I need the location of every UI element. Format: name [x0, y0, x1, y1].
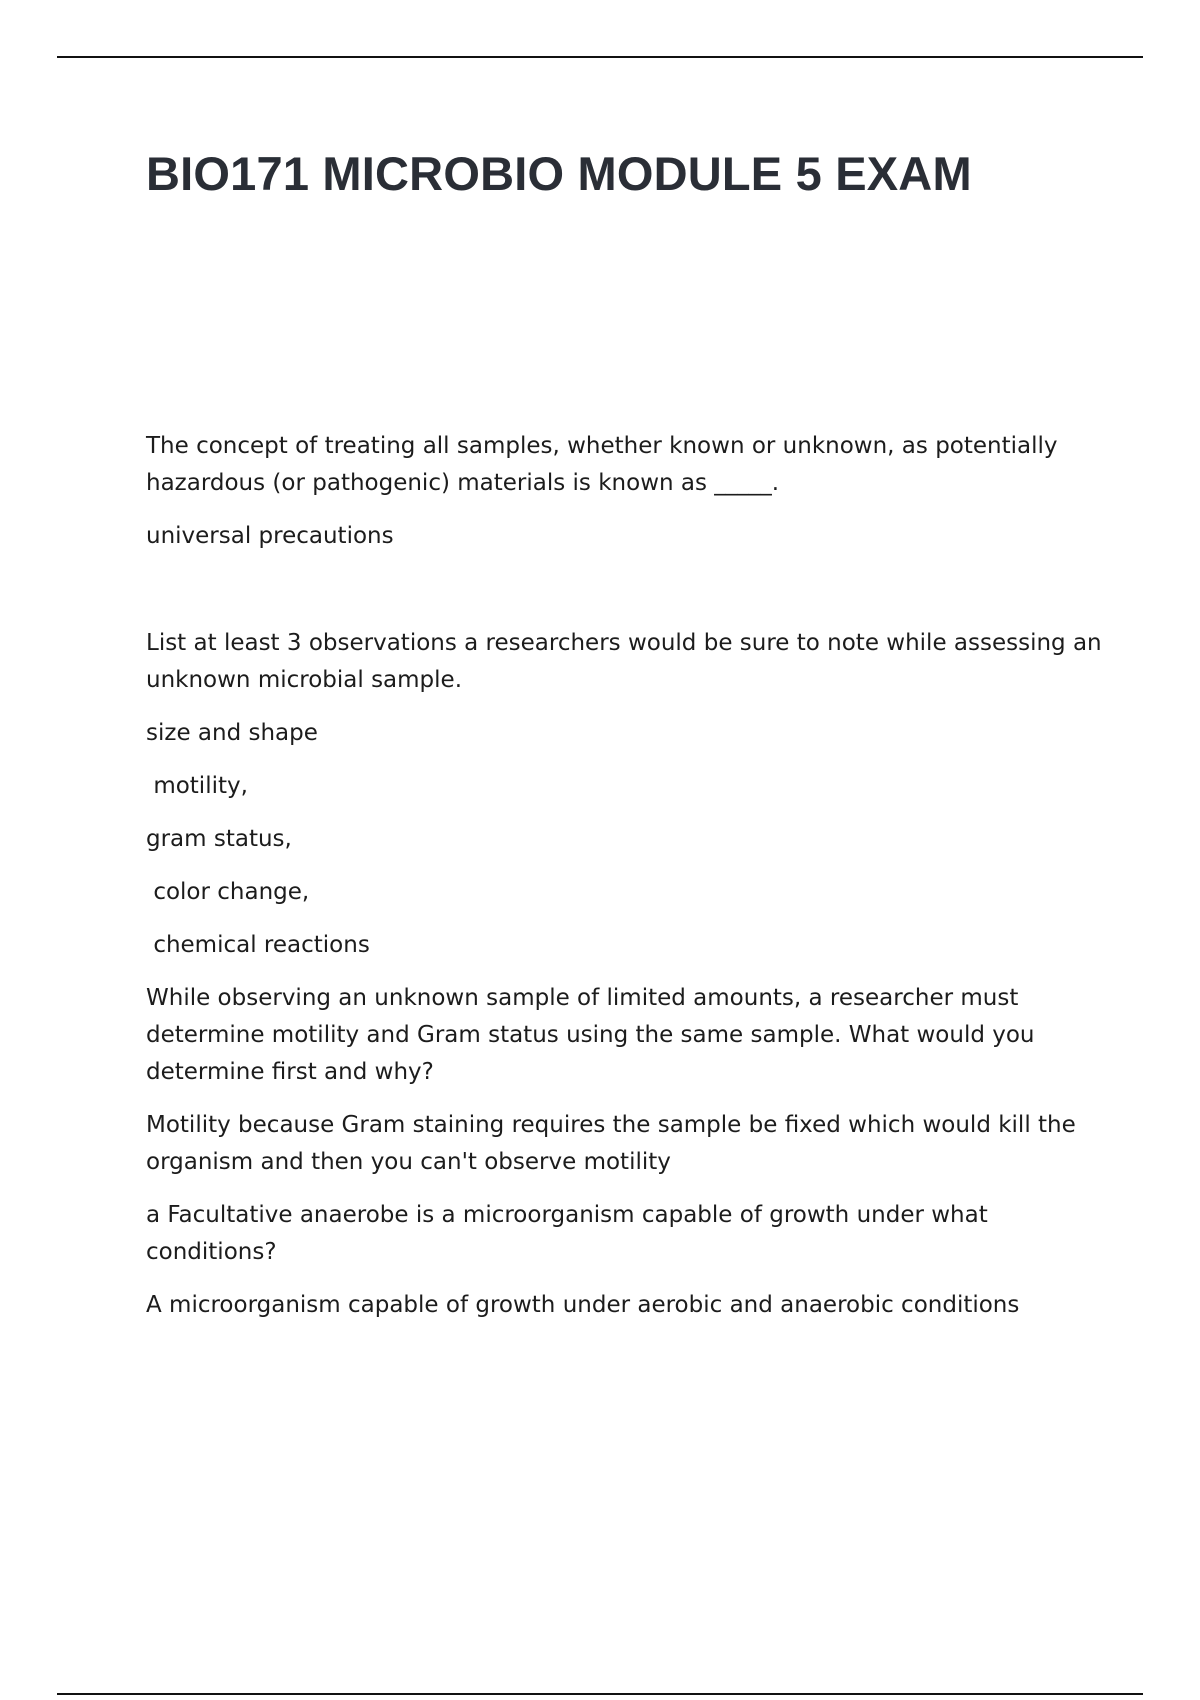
question-3: While observing an unknown sample of limited amounts, a researcher must determine motility and Gram status using the same sample. What would you determine first and why? — [146, 985, 1042, 1085]
answer-2-line-4: color change, — [146, 879, 310, 905]
document-title: BIO171 MICROBIO MODULE 5 EXAM — [146, 147, 972, 200]
footer-rule — [57, 1693, 1143, 1695]
header-rule — [57, 56, 1143, 58]
answer-3: Motility because Gram staining requires the sample be fixed which would kill the organism and then you can't observe motility — [146, 1112, 1084, 1175]
question-2: List at least 3 observations a researchers would be sure to note while assessing an unknown microbial sample. — [146, 630, 1109, 693]
answer-2-line-5: chemical reactions — [146, 932, 370, 958]
qa-content — [146, 428, 1109, 1340]
answer-2-line-1: size and shape — [146, 720, 318, 746]
answer-4: A microorganism capable of growth under aerobic and anaerobic conditions — [146, 1292, 1020, 1318]
answer-1: universal precautions — [146, 523, 394, 549]
question-1: The concept of treating all samples, whether known or unknown, as potentially hazardous (or pathogenic) materials is known as _____. — [146, 433, 1065, 496]
answer-2-line-2: motility, — [146, 773, 248, 799]
question-4: a Facultative anaerobe is a microorganism capable of growth under what conditions? — [146, 1202, 996, 1265]
answer-2-line-3: gram status, — [146, 826, 292, 852]
